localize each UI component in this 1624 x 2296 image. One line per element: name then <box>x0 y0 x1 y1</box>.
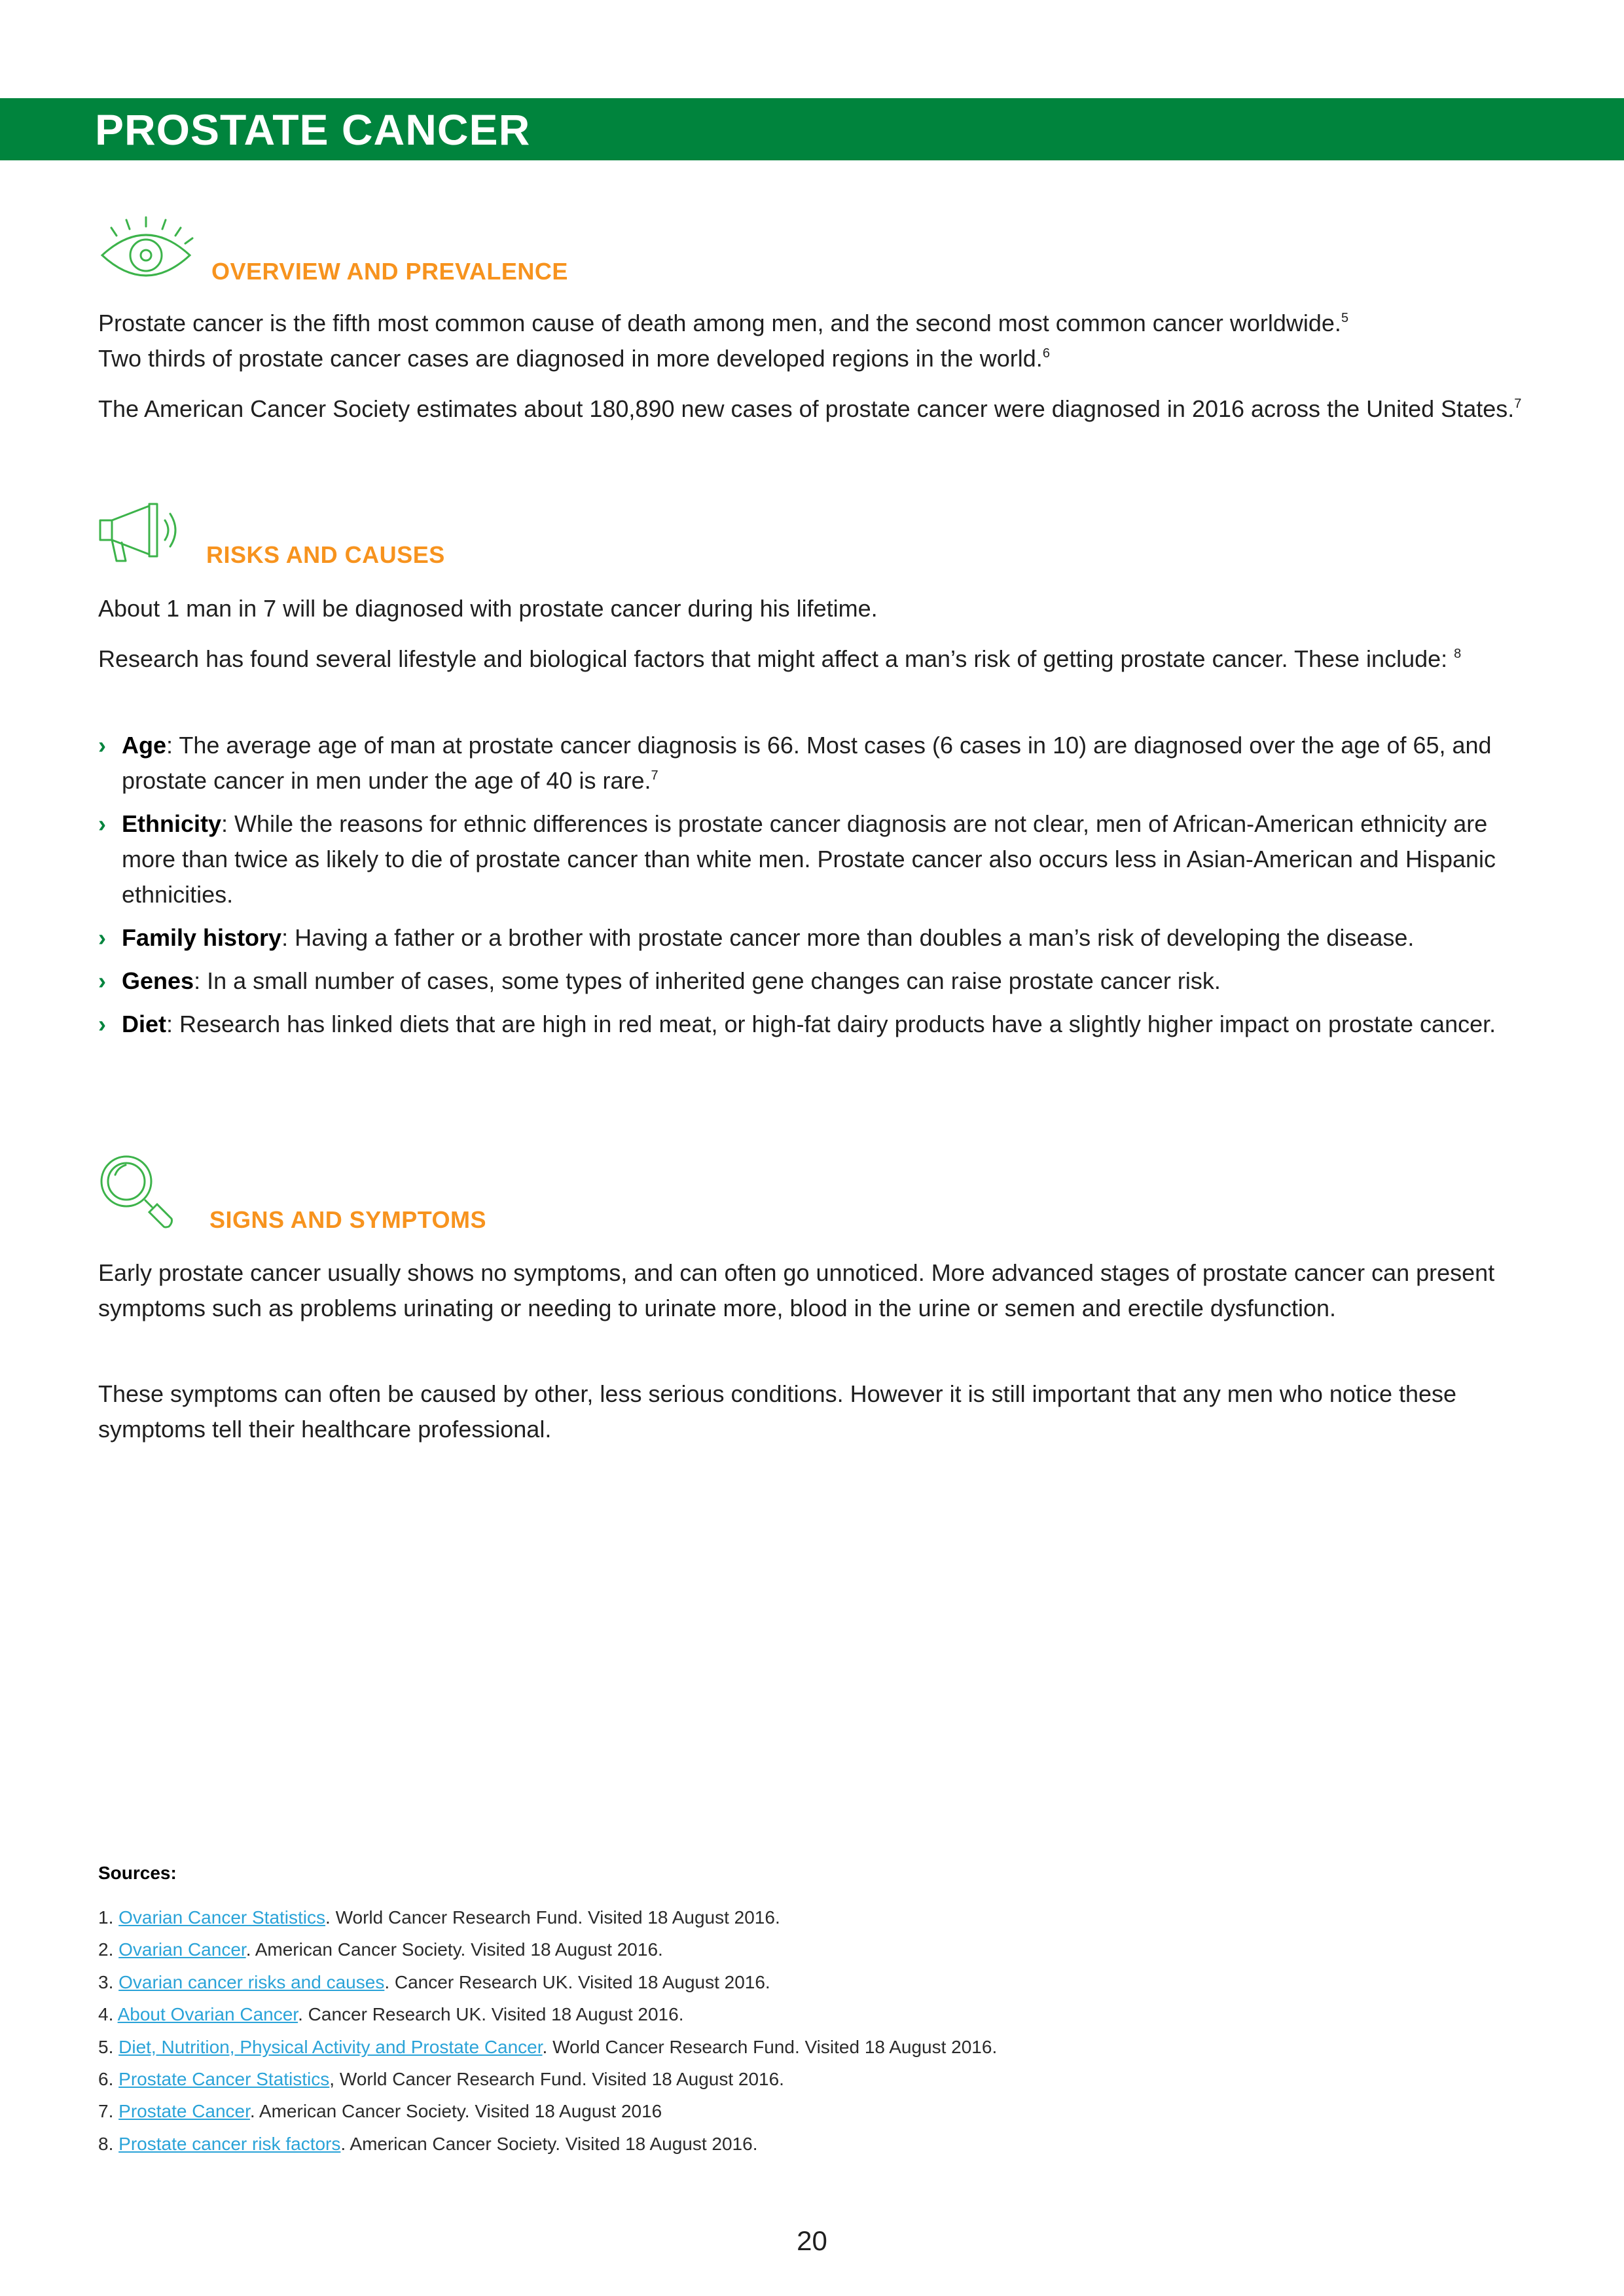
page-title: PROSTATE CANCER <box>95 105 531 154</box>
eye-icon <box>97 216 195 285</box>
source-link[interactable]: Ovarian cancer risks and causes <box>118 1971 385 1992</box>
sources-title: Sources: <box>98 1863 177 1883</box>
source-item: 8. Prostate cancer risk factors. American Cancer Society. Visited 18 August 2016. <box>98 2133 758 2154</box>
risks-paragraph-2: Research has found several lifestyle and biological factors that might affect a man’s risk of getting prostate cancer. These include: $^8$ <box>98 645 1462 672</box>
signs-paragraph-1: Early prostate cancer usually shows no symptoms, and can often go unnoticed. More advanced stages of prostate cancer can present symptoms such as problems urinating or needing to urinate more, blood in the urine or semen and erectile dysfunction. <box>98 1259 1495 1321</box>
source-link[interactable]: Ovarian Cancer Statistics <box>118 1907 326 1928</box>
list-item: › Age: The average age of man at prostate cancer diagnosis is 66. Most cases (6 cases in 10) are diagnosed over the age of 65, and prostate cancer in men under the age of 40 is rare.$^7$ <box>98 728 1538 798</box>
chevron-right-icon: › <box>98 1011 106 1037</box>
overview-heading: OVERVIEW AND PREVALENCE <box>211 258 568 285</box>
signs-paragraph-2: These symptoms can often be caused by other, less serious conditions. However it is still important that any men who notice these symptoms tell their healthcare professional. <box>98 1380 1457 1443</box>
overview-paragraph-2: The American Cancer Society estimates about 180,890 new cases of prostate cancer were diagnosed in 2016 across the United States.$^7$ <box>98 395 1522 422</box>
list-item: › Genes: In a small number of cases, some types of inherited gene changes can raise prostate cancer risk. <box>98 963 1538 999</box>
source-item: 7. Prostate Cancer. American Cancer Society. Visited 18 August 2016 <box>98 2101 662 2122</box>
source-link[interactable]: Diet, Nutrition, Physical Activity and Prostate Cancer <box>118 2036 543 2057</box>
source-link[interactable]: About Ovarian Cancer <box>117 2004 298 2025</box>
chevron-right-icon: › <box>98 732 106 759</box>
chevron-right-icon: › <box>98 810 106 837</box>
list-item: › Ethnicity: While the reasons for ethnic differences is prostate cancer diagnosis are not clear, men of African-American ethnicity are more than twice as likely to die of prostate cancer than white men. Prostate cancer also occurs less in Asian-American and Hispanic ethnicities. <box>98 806 1538 912</box>
source-item: 4. About Ovarian Cancer. Cancer Research UK. Visited 18 August 2016. <box>98 2004 684 2025</box>
chevron-right-icon: › <box>98 924 106 951</box>
source-link[interactable]: Prostate cancer risk factors <box>118 2133 341 2154</box>
source-item: 1. Ovarian Cancer Statistics. World Cancer Research Fund. Visited 18 August 2016. <box>98 1907 780 1928</box>
source-item: 2. Ovarian Cancer. American Cancer Society. Visited 18 August 2016. <box>98 1939 663 1960</box>
chevron-right-icon: › <box>98 967 106 994</box>
risks-paragraph-1: About 1 man in 7 will be diagnosed with prostate cancer during his lifetime. <box>98 595 878 622</box>
source-item: 3. Ovarian cancer risks and causes. Cancer Research UK. Visited 18 August 2016. <box>98 1971 770 1992</box>
list-item: › Family history: Having a father or a brother with prostate cancer more than doubles a man’s risk of developing the disease. <box>98 920 1538 956</box>
title-banner <box>0 98 1624 160</box>
source-link[interactable]: Prostate Cancer <box>118 2101 250 2122</box>
risk-factor-list <box>98 728 1538 1050</box>
source-link[interactable]: Ovarian Cancer <box>118 1939 246 1960</box>
page-number: 20 <box>797 2225 827 2256</box>
source-item: 5. Diet, Nutrition, Physical Activity and Prostate Cancer. World Cancer Research Fund. Visited 18 August 2016. <box>98 2036 998 2057</box>
magnifier-icon <box>97 1152 175 1230</box>
list-item: › Diet: Research has linked diets that are high in red meat, or high-fat dairy products have a slightly higher impact on prostate cancer. <box>98 1007 1538 1042</box>
source-item: 6. Prostate Cancer Statistics, World Cancer Research Fund. Visited 18 August 2016. <box>98 2069 784 2090</box>
signs-heading: SIGNS AND SYMPTOMS <box>209 1206 487 1233</box>
overview-paragraph-1: Prostate cancer is the fifth most common cause of death among men, and the second most common cancer worldwide.$^5$ Two thirds of prostate cancer cases are diagnosed in more developed regions in the world.$^6$ <box>98 310 1349 372</box>
sources-list <box>98 1901 997 2160</box>
risks-heading: RISKS AND CAUSES <box>206 541 445 568</box>
megaphone-icon <box>97 501 182 566</box>
source-link[interactable]: Prostate Cancer Statistics <box>118 2069 330 2090</box>
